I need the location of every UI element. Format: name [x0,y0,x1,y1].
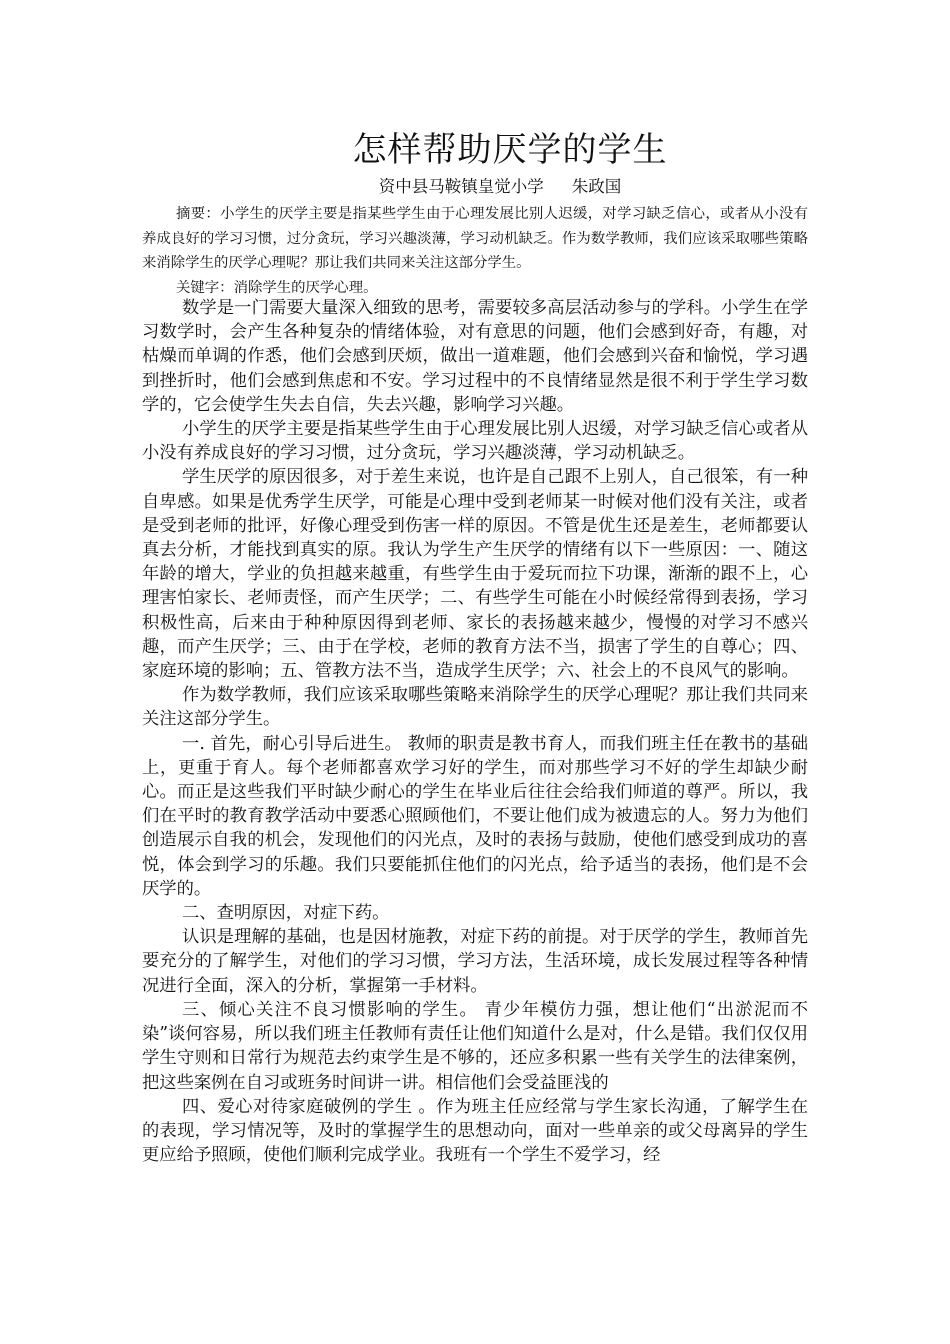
body-paragraph: 三、倾心关注不良习惯影响的学生。 青少年模仿力强，想让他们“出淤泥而不染”谈何容易，所以我们班主任教师有责任让他们知道什么是对，什么是错。我们仅仅用学生守则和日常行为规范去约束学生是不够的，还应多积累一些有关学生的法律案例，把这些案例在自习或班务时间讲一讲。相信他们会受益匪浅的 [142,999,808,1093]
section-heading: 二、查明原因，对症下药。 [182,903,390,924]
abstract-section [142,202,808,300]
abstract-paragraph: 摘要：小学生的厌学主要是指某些学生由于心理发展比别人迟缓，对学习缺乏信心，或者从小没有养成良好的学习习惯，过分贪玩，学习兴趣淡薄，学习动机缺乏。作为数学教师，我们应该采取哪些策略来消除学生的厌学心理呢？那让我们共同来关注这部分学生。 [142,206,808,271]
body-paragraph: 认识是理解的基础，也是因材施教，对症下药的前提。对于厌学的学生，教师首先要充分的了解学生，对他们的学习习惯，学习方法，生活环境，成长发展过程等各种情况进行全面，深入的分析，掌握第一手材料。 [142,927,808,996]
author-line [0,176,950,198]
body-paragraph: 小学生的厌学主要是指某些学生由于心理发展比别人迟缓，对学习缺乏信心或者从小没有养成良好的学习习惯，过分贪玩，学习兴趣淡薄，学习动机缺乏。 [142,419,808,464]
body-paragraph: 四、爱心对待家庭破例的学生 。作为班主任应经常与学生家长沟通，了解学生在的表现，学习情况等，及时的掌握学生的思想动向，面对一些单亲的或父母离异的学生更应给予照顾，使他们顺利完成学业。我班有一个学生不爱学习，经 [142,1096,808,1166]
body-paragraph: 学生厌学的原因很多，对于差生来说，也许是自己跟不上别人，自己很笨，有一种自卑感。如果是优秀学生厌学，可能是心理中受到老师某一时候对他们没有关注，或者是受到老师的批评，好像心理受到伤害一样的原因。不管是优生还是差生，老师都要认真去分析，才能找到真实的原。我认为学生产生厌学的情绪有以下一些原因：一、随这年龄的增大，学业的负担越来越重，有些学生由于爱玩而拉下功课，渐渐的跟不上，心理害怕家长、老师责怪，而产生厌学；二、有些学生可能在小时候经常得到表扬，学习积极性高，后来由于种种原因得到老师、家长的表扬越来越少，慢慢的对学习不感兴趣，而产生厌学；三、由于在学校，老师的教育方法不当，损害了学生的自尊心；四、家庭环境的影响；五、管教方法不当，造成学生厌学；六、社会上的不良风气的影响。 [142,467,808,682]
document-title: 怎样帮助厌学的学生 [352,130,668,170]
school-name: 资中县马鞍镇皇觉小学 [378,177,544,196]
body-paragraph: 数学是一门需要大量深入细致的思考，需要较多高层活动参与的学科。小学生在学习数学时，会产生各种复杂的情绪体验，对有意思的问题，他们会感到好奇，有趣，对枯燥而单调的作悉，他们会感到厌烦，做出一道难题，他们会感到兴奋和愉悦，学习遇到挫折时，他们会感到焦虑和不安。学习过程中的不良情绪显然是很不利于学生学习数学的，它会使学生失去自信，失去兴趣，影响学习兴趣。 [142,298,808,415]
body-paragraph: 作为数学教师，我们应该采取哪些策略来消除学生的厌学心理呢？那让我们共同来关注这部分学生。 [142,685,808,730]
keywords-paragraph: 关键字：消除学生的厌学心理。 [176,279,378,296]
body-text [142,296,808,1167]
author-name: 朱政国 [571,177,622,196]
body-paragraph: 一. 首先，耐心引导后进生。 教师的职责是教书育人，而我们班主任在教书的基础上，更重于育人。每个老师都喜欢学习好的学生，而对那些学习不好的学生却缺少耐心。而正是这些我们平时缺少耐心的学生在毕业后往往会给我们师道的尊严。所以，我们在平时的教育教学活动中要悉心照顾他们，不要让他们成为被遗忘的人。努力为他们创造展示自我的机会，发现他们的闪光点，及时的表扬与鼓励，使他们感受到成功的喜悦，体会到学习的乐趣。我们只要能抓住他们的闪光点，给予适当的表扬，他们是不会厌学的。 [142,733,808,899]
